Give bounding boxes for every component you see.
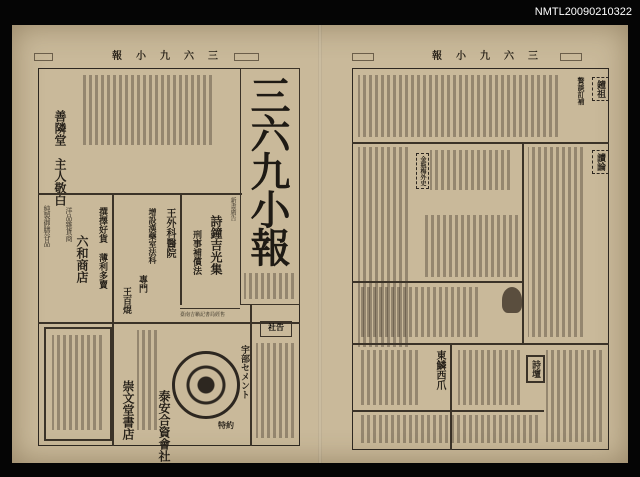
column-4-title: 東鱗西爪 xyxy=(434,350,445,390)
divider xyxy=(352,410,544,412)
liuhe-slogan-1: 撰擇好貨 xyxy=(97,207,107,243)
left-header-title: 報 小 九 六 三 xyxy=(112,51,220,62)
right-date-label xyxy=(560,53,582,61)
article-text xyxy=(430,150,510,190)
article-text xyxy=(358,350,418,405)
bookstore-line: 臺南吉籟記書局經售 xyxy=(180,308,240,318)
liuhe-goods: 洋品雜貨商 xyxy=(65,207,73,242)
liuhe-shop: 六和商店 xyxy=(75,235,89,283)
hospital-name: 王外科醫院 xyxy=(164,208,175,258)
divider xyxy=(352,142,609,144)
masthead: 三六九小報 xyxy=(244,75,291,265)
center-fold xyxy=(318,25,322,463)
new-books-header: 新書廣告 xyxy=(229,197,236,221)
column-3-title: 金瓶梅外史 xyxy=(416,153,429,189)
left-issue-label xyxy=(34,53,53,61)
divider xyxy=(522,142,524,344)
hospital-sub: 增設漢藥室法科 xyxy=(148,208,158,264)
shanlin-ad-text xyxy=(82,75,212,145)
masthead-info xyxy=(244,273,294,299)
divider xyxy=(352,343,609,345)
special-agent-label: 特約 xyxy=(218,420,234,430)
notice-title: 社告 xyxy=(260,321,292,337)
cement-logo-icon xyxy=(172,351,240,419)
article-text xyxy=(424,215,518,277)
bookshop-text xyxy=(137,330,157,430)
cement-brand: 宇部セメント xyxy=(239,345,249,399)
article-text xyxy=(358,75,558,137)
divider xyxy=(112,193,114,325)
notice-text xyxy=(52,335,102,430)
cartoon-figure-icon xyxy=(502,287,522,313)
liuhe-slogan-2: 薄利多賣 xyxy=(97,253,107,289)
column-2-title: 讀論 xyxy=(592,150,609,174)
divider xyxy=(352,281,524,283)
archive-id-label: NMTL20090210322 xyxy=(534,6,632,18)
bookshop-name: 崇文堂書店 xyxy=(121,380,135,440)
article-text xyxy=(546,350,602,442)
company-name: 泰安合資會社 xyxy=(157,390,171,462)
goods-ad: 純製御膳谷品 xyxy=(43,205,51,247)
divider xyxy=(112,322,114,446)
article-text xyxy=(358,415,538,443)
column-1-subtitle: 贅談訂補 xyxy=(577,77,586,105)
shanlin-ad-signature: 善隣堂 主人敬白 xyxy=(53,110,67,206)
right-header-title: 報 小 九 六 三 xyxy=(432,51,540,62)
notice-body xyxy=(256,343,294,438)
column-1-title: 鐘祖 xyxy=(592,77,609,101)
newspaper-spread xyxy=(12,25,628,463)
divider xyxy=(180,193,182,305)
book-title-1: 詩鐘吉光集 xyxy=(209,215,223,275)
article-text xyxy=(458,350,520,405)
hospital-specialty: 專門 xyxy=(137,275,147,293)
divider xyxy=(38,193,242,195)
article-text xyxy=(528,147,583,337)
doctor-name: 王百焜 xyxy=(121,287,131,314)
book-title-2: 刑事補償法 xyxy=(191,230,201,275)
right-issue-label xyxy=(352,53,374,61)
column-5-title: 詩壇 xyxy=(526,355,545,383)
divider xyxy=(250,305,252,446)
left-date-label xyxy=(234,53,259,61)
article-text xyxy=(358,287,478,337)
